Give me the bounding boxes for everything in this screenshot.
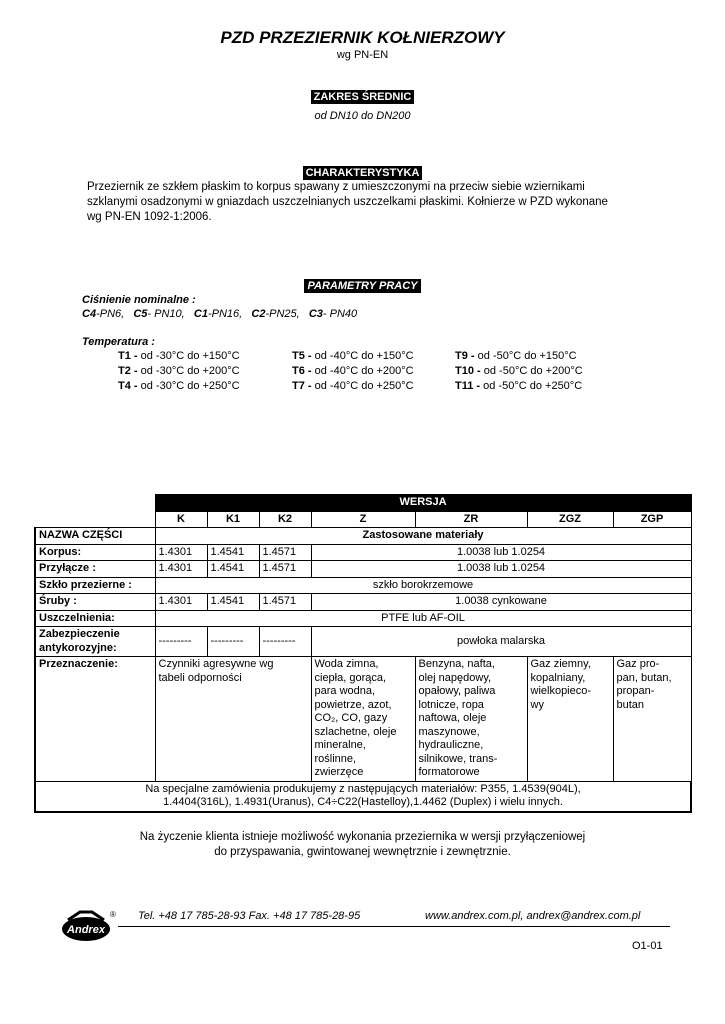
cell-line: roślinne, <box>314 752 357 765</box>
temp-range: od -40°C do +150°C <box>314 350 414 362</box>
table-row <box>35 627 691 657</box>
version-z: Z <box>311 511 415 528</box>
temp-code: T1 - <box>118 350 138 362</box>
pressure-code: C1 <box>193 308 208 320</box>
pressure-value: - PN40 <box>322 308 358 320</box>
cell-k <box>155 657 311 782</box>
pressure-value: -PN25, <box>265 308 300 320</box>
part-name-header: NAZWA CZĘŚCI <box>35 528 155 545</box>
registered-mark: ® <box>110 910 116 919</box>
special-note-line: Na specjalne zamówienia produkujemy z następujących materiałów: P355, 1.4539(904L), <box>145 782 581 795</box>
cell-line: Czynniki agresywne wg <box>158 658 274 670</box>
table-row <box>35 610 691 627</box>
cell-line: hydrauliczne, <box>418 739 484 751</box>
cell-line: maszynowe, <box>418 725 480 738</box>
cell-line: CO₂, CO, gazy <box>314 712 388 724</box>
temp-range: od -30°C do +200°C <box>140 365 240 377</box>
document-code: O1-01 <box>632 940 663 952</box>
pressure-code: C3 <box>308 308 323 320</box>
materials-header: Zastosowane materiały <box>155 528 691 545</box>
characteristics-text <box>87 180 647 225</box>
temp-range: od -30°C do +250°C <box>140 380 240 392</box>
temp-cell <box>292 350 414 362</box>
row-label: Uszczelnienia: <box>35 610 155 627</box>
cell: 1.4541 <box>207 561 259 578</box>
temp-code: T4 - <box>118 380 138 392</box>
logo-text: Andrex <box>67 924 105 936</box>
pressure-code: C4 <box>82 308 97 320</box>
cell: 1.4301 <box>155 594 207 611</box>
cell: szkło borokrzemowe <box>155 577 691 594</box>
cell-line: Gaz ziemny, <box>530 658 591 670</box>
row-label: Przyłącze : <box>35 561 155 578</box>
characteristics-line: szklanymi osadzonymi w gniazdach uszczelnianych uszczelkami płaskimi. Kołnierze w PZD wykonane <box>87 196 608 208</box>
characteristics-heading-wrap <box>0 166 725 180</box>
pressure-values <box>82 308 357 320</box>
temp-cell <box>455 350 577 362</box>
row-label: Szkło przezierne : <box>35 577 155 594</box>
pressure-code: C5 <box>133 308 148 320</box>
cell-line: para wodna, <box>314 685 376 697</box>
cell-line: kopalniany, <box>530 671 586 684</box>
temp-range: od -50°C do +150°C <box>477 350 577 362</box>
temperature-label: Temperatura : <box>82 336 155 348</box>
cell-z <box>311 657 415 782</box>
temp-range: od -50°C do +250°C <box>483 380 583 392</box>
pressure-label: Ciśnienie nominalne : <box>82 294 196 306</box>
cell-line: propan- <box>616 685 655 697</box>
cell-line: powietrze, azot, <box>314 698 392 711</box>
cell: 1.4301 <box>155 544 207 561</box>
characteristics-line: Przeziernik ze szkłem płaskim to korpus spawany z umieszczonymi na przeciw siebie wziernikami <box>87 181 585 193</box>
cell: powłoka malarska <box>311 627 691 657</box>
range-text: od DN10 do DN200 <box>314 110 411 122</box>
temp-cell <box>292 380 414 392</box>
temp-code: T10 - <box>455 365 481 377</box>
table-row <box>35 594 691 611</box>
version-zgp: ZGP <box>613 511 691 528</box>
cell-line: formatorowe <box>418 766 480 778</box>
footer-web: www.andrex.com.pl, andrex@andrex.com.pl <box>425 910 641 922</box>
characteristics-line: wg PN-EN 1092-1:2006. <box>87 211 212 223</box>
temp-code: T9 - <box>455 350 475 362</box>
cell-line: Gaz pro- <box>616 658 660 670</box>
andrex-logo <box>58 908 114 944</box>
temp-range: od -40°C do +200°C <box>314 365 414 377</box>
table-row <box>35 544 691 561</box>
table-row <box>35 577 691 594</box>
client-note-line: do przyspawania, gwintowanej wewnętrznie i zewnętrznie. <box>214 846 511 858</box>
cell: 1.0038 lub 1.0254 <box>311 561 691 578</box>
cell-line: Woda zimna, <box>314 658 379 670</box>
cell: 1.4571 <box>259 594 311 611</box>
cell: 1.0038 lub 1.0254 <box>311 544 691 561</box>
special-note <box>35 781 691 812</box>
cell: 1.4571 <box>259 561 311 578</box>
client-note-line: Na życzenie klienta istnieje możliwość wykonania przeziernika w wersji przyłączeniowej <box>139 831 586 843</box>
page-title: PZD PRZEZIERNIK KOŁNIERZOWY <box>220 28 505 47</box>
table-row <box>35 657 691 782</box>
temp-cell <box>292 365 414 377</box>
temp-cell <box>118 365 240 377</box>
cell-line: zwierzęce <box>314 766 364 778</box>
cell: PTFE lub AF-OIL <box>155 610 691 627</box>
row-label: Przeznaczenie: <box>35 657 155 782</box>
cell-line: butan <box>616 698 645 711</box>
cell-line: opałowy, paliwa <box>418 685 496 697</box>
temp-code: T11 - <box>455 380 481 392</box>
temp-code: T6 - <box>292 365 312 377</box>
cell-line: pan, butan, <box>616 671 672 684</box>
spec-table <box>34 494 692 813</box>
version-header: WERSJA <box>155 495 691 512</box>
cell-line: ciepła, gorąca, <box>314 671 387 684</box>
temp-range: od -40°C do +250°C <box>314 380 414 392</box>
pressure-value: -PN16, <box>207 308 243 320</box>
table-row <box>35 781 691 812</box>
temp-code: T5 - <box>292 350 312 362</box>
footer-divider <box>118 926 670 927</box>
cell-zr <box>415 657 527 782</box>
params-heading: PARAMETRY PRACY <box>304 279 420 293</box>
version-k2: K2 <box>259 511 311 528</box>
cell-line: szlachetne, oleje <box>314 725 397 738</box>
row-label <box>35 627 155 657</box>
cell-line: naftowa, oleje <box>418 712 487 724</box>
temp-cell <box>118 380 240 392</box>
row-label-line: antykorozyjne: <box>39 641 117 654</box>
cell-line: Benzyna, nafta, <box>418 658 495 670</box>
temp-cell <box>455 365 583 377</box>
cell: --------- <box>207 627 259 657</box>
row-label-line: Zabezpieczenie <box>39 628 120 640</box>
pressure-value: -PN6, <box>96 308 125 320</box>
range-heading: ZAKRES ŚREDNIC <box>311 90 415 104</box>
cell: --------- <box>259 627 311 657</box>
cell-line: olej napędowy, <box>418 671 492 684</box>
client-note <box>0 830 725 860</box>
characteristics-heading: CHARAKTERYSTYKA <box>303 166 423 180</box>
temp-code: T2 - <box>118 365 138 377</box>
temp-code: T7 - <box>292 380 312 392</box>
cell-line: wy <box>530 698 544 711</box>
cell: 1.4541 <box>207 544 259 561</box>
version-zr: ZR <box>415 511 527 528</box>
temp-cell <box>118 350 240 362</box>
version-k: K <box>155 511 207 528</box>
temp-cell <box>455 380 582 392</box>
table-row <box>35 561 691 578</box>
cell: 1.0038 cynkowane <box>311 594 691 611</box>
pressure-value: - PN10, <box>147 308 185 320</box>
params-heading-wrap <box>0 279 725 293</box>
pressure-code: C2 <box>251 308 266 320</box>
version-k1: K1 <box>207 511 259 528</box>
temp-range: od -50°C do +200°C <box>483 365 583 377</box>
cell: 1.4301 <box>155 561 207 578</box>
row-label: Korpus: <box>35 544 155 561</box>
cell: 1.4541 <box>207 594 259 611</box>
cell-zgp <box>613 657 691 782</box>
row-label: Śruby : <box>35 594 155 611</box>
cell-line: wielkopieco- <box>530 685 592 697</box>
cell-line: silnikowe, trans- <box>418 752 498 765</box>
special-note-line: 1.4404(316L), 1.4931(Uranus), C4÷C22(Hastelloy),1.4462 (Duplex) i wielu innych. <box>163 796 563 808</box>
version-zgz: ZGZ <box>527 511 613 528</box>
range-heading-wrap <box>0 90 725 104</box>
cell-line: mineralne, <box>314 739 366 751</box>
cell: 1.4571 <box>259 544 311 561</box>
cell: --------- <box>155 627 207 657</box>
cell-line: lotnicze, ropa <box>418 698 484 711</box>
cell-line: tabeli odporności <box>158 671 242 684</box>
cell-zgz <box>527 657 613 782</box>
footer-phone: Tel. +48 17 785-28-93 Fax. +48 17 785-28-95 <box>138 910 361 922</box>
page-subtitle: wg PN-EN <box>336 49 389 61</box>
temp-range: od -30°C do +150°C <box>140 350 240 362</box>
